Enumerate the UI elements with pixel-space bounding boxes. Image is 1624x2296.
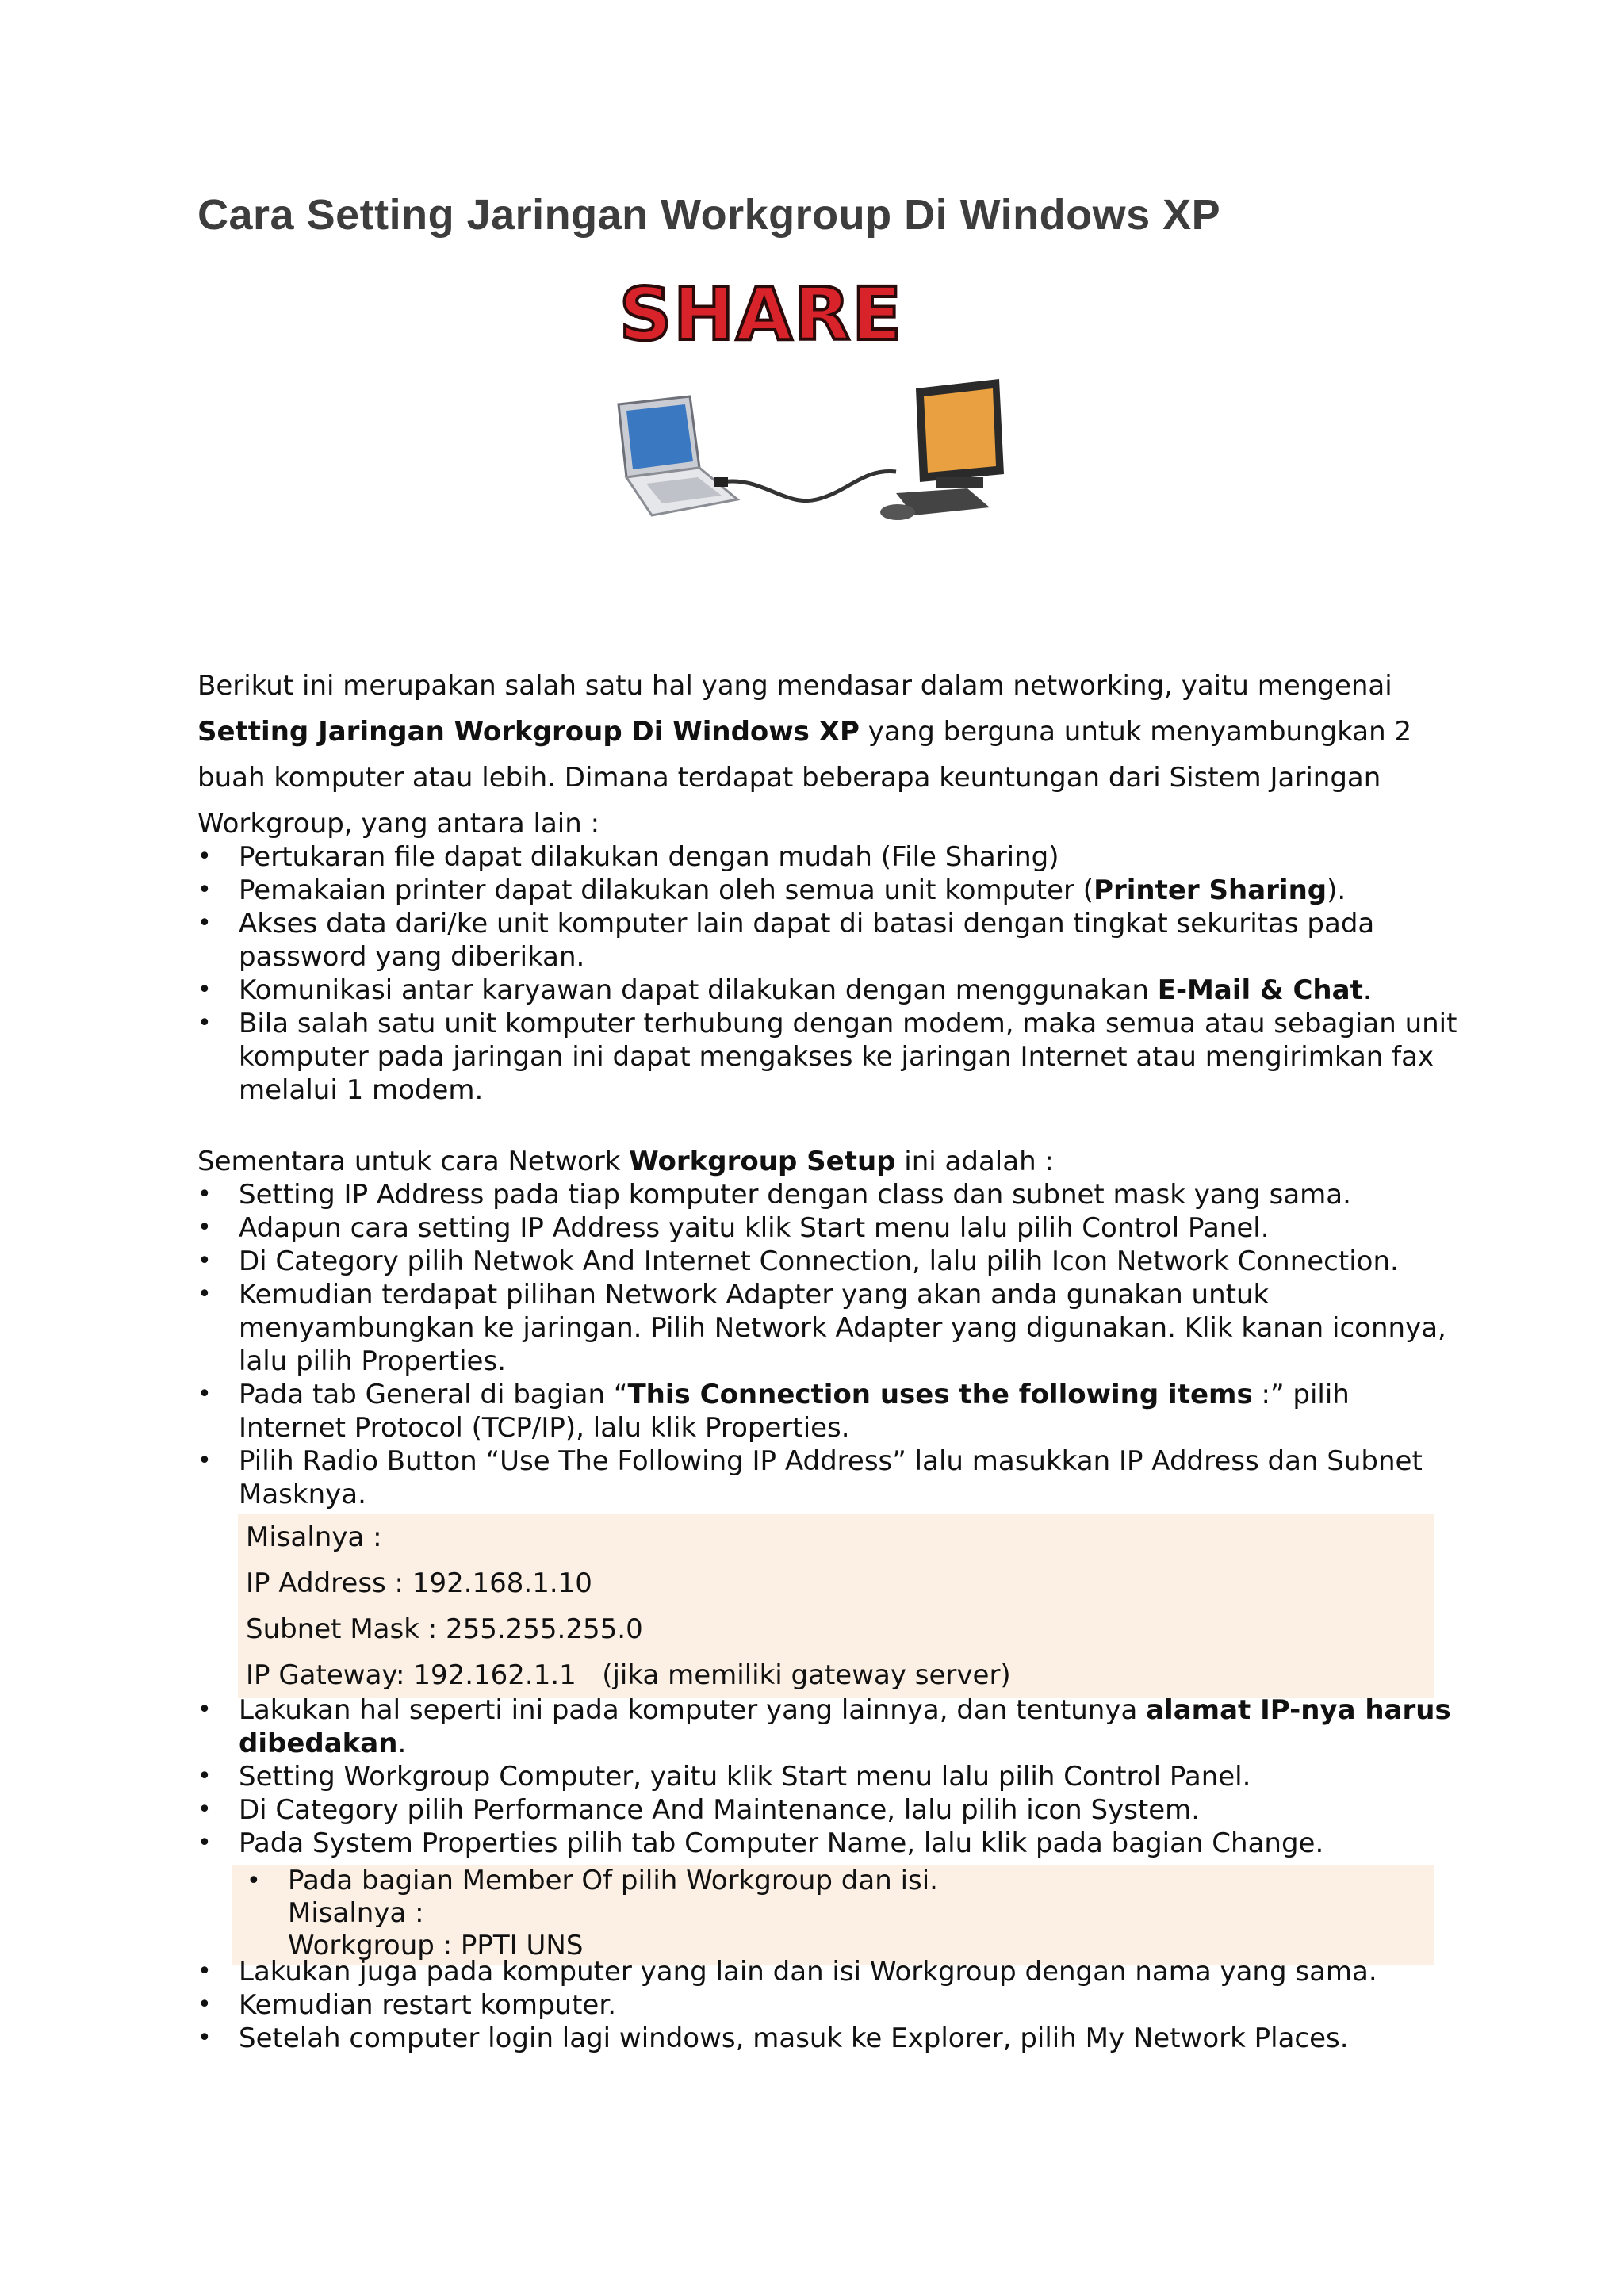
ip-setup-steps [197,1178,1458,1511]
list-item: • Pada tab General di bagian “This Connection uses the following items :” pilih Internet Protocol (TCP/IP), lalu klik Properties. [197,1378,1458,1445]
list-item: • Pilih Radio Button “Use The Following IP Address” lalu masukkan IP Address dan Subnet Masknya. [197,1445,1458,1511]
example-line: IP Address : 192.168.1.10 [246,1567,592,1599]
list-item: • Di Category pilih Performance And Maintenance, lalu pilih icon System. [197,1793,1458,1827]
final-steps [197,1955,1458,2055]
setup-intro: Sementara untuk cara Network Workgroup Setup ini adalah : [197,1146,1054,1177]
ip-example-box [238,1514,1434,1698]
list-item: • Komunikasi antar karyawan dapat dilakukan dengan menggunakan E-Mail & Chat. [197,974,1458,1007]
list-item: • Setting Workgroup Computer, yaitu klik Start menu lalu pilih Control Panel. [197,1760,1458,1793]
share-network-illustration [603,270,1015,539]
network-cable [722,471,896,500]
example-line: Misalnya : [246,1521,382,1553]
list-item: • Pemakaian printer dapat dilakukan oleh semua unit komputer (Printer Sharing). [197,874,1458,907]
list-item: • Di Category pilih Netwok And Internet Connection, lalu pilih Icon Network Connection. [197,1245,1458,1278]
example-bullet: • Pada bagian Member Of pilih Workgroup dan isi. Misalnya : Workgroup : PPTI UNS [232,1865,1434,1962]
page-title: Cara Setting Jaringan Workgroup Di Windows XP [197,191,1221,239]
workgroup-example-box [232,1865,1434,1965]
list-item: • Adapun cara setting IP Address yaitu klik Start menu lalu pilih Control Panel. [197,1211,1458,1245]
list-item: • Setting IP Address pada tiap komputer dengan class dan subnet mask yang sama. [197,1178,1458,1211]
desktop-computer-icon [880,379,1004,520]
share-network-svg [603,270,1015,539]
example-line: Subnet Mask : 255.255.255.0 [246,1613,643,1645]
laptop-icon [619,396,737,515]
list-item: • Akses data dari/ke unit komputer lain dapat di batasi dengan tingkat sekuritas pada password yang diberikan. [197,907,1458,974]
list-item: • Lakukan hal seperti ini pada komputer yang lainnya, dan tentunya alamat IP-nya harus dibedakan. [197,1693,1458,1760]
intro-paragraph: Berikut ini merupakan salah satu hal yang mendasar dalam networking, yaitu mengenai Setting Jaringan Workgroup Di Windows XP yang berguna untuk menyambungkan 2 buah komputer atau lebih. Dimana terdapat beberapa keuntungan dari Sistem Jaringan Workgroup, yang antara lain : [197,670,1412,840]
list-item: • Pertukaran file dapat dilakukan dengan mudah (File Sharing) [197,840,1458,874]
list-item: • Setelah computer login lagi windows, masuk ke Explorer, pilih My Network Places. [197,2022,1458,2055]
workgroup-steps [197,1693,1458,1860]
list-item: • Bila salah satu unit komputer terhubung dengan modem, maka semua atau sebagian unit komputer pada jaringan ini dapat mengakses ke jaringan Internet atau mengirimkan fax melalui 1 modem. [197,1007,1458,1107]
share-logo-text: SHARE [619,272,904,357]
example-line: IP Gateway: 192.162.1.1 (jika memiliki gateway server) [246,1659,1011,1691]
benefits-list [197,840,1458,1107]
list-item: • Kemudian restart komputer. [197,1988,1458,2022]
list-item: • Kemudian terdapat pilihan Network Adapter yang akan anda gunakan untuk menyambungkan ke jaringan. Pilih Network Adapter yang digunakan. Klik kanan iconnya, lalu pilih Properties. [197,1278,1458,1378]
list-item: • Lakukan juga pada komputer yang lain dan isi Workgroup dengan nama yang sama. [197,1955,1458,1988]
list-item: • Pada System Properties pilih tab Computer Name, lalu klik pada bagian Change. [197,1827,1458,1860]
